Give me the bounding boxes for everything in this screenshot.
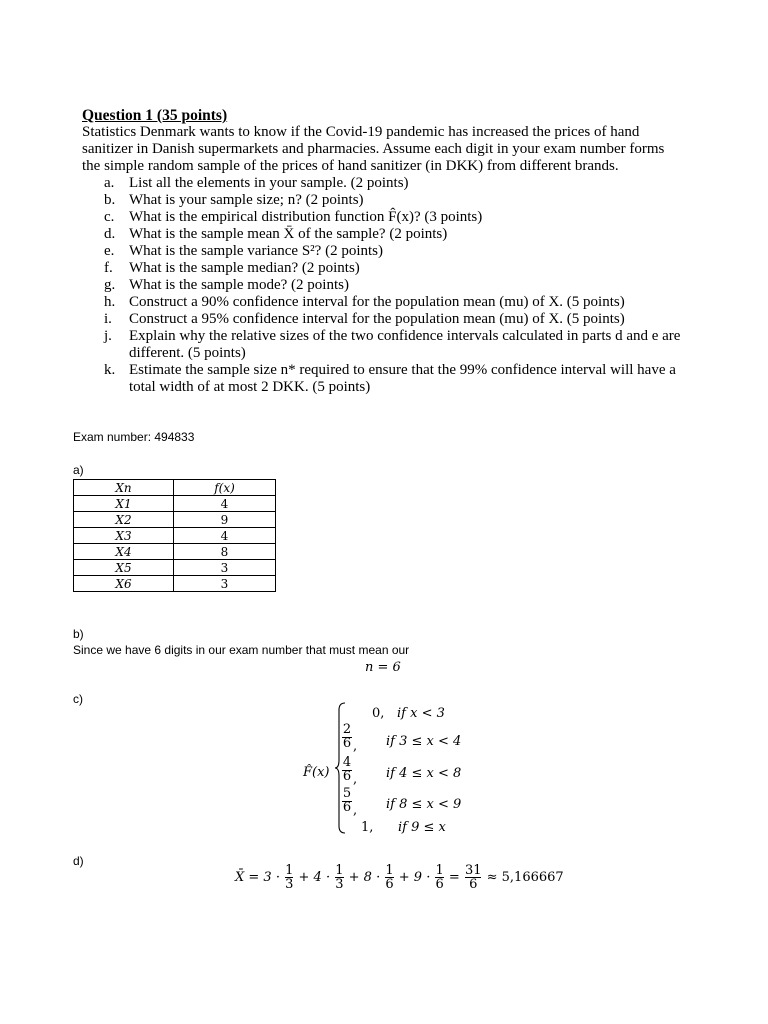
table-cell: 3 — [174, 576, 276, 592]
item-label: k. — [104, 362, 116, 378]
item-label: b. — [104, 192, 116, 208]
case-condition: if 8 ≤ x < 9 — [386, 797, 462, 812]
case-separator: , — [353, 772, 358, 787]
table-cell: 8 — [174, 544, 276, 560]
case-condition: if 9 ≤ x — [398, 820, 446, 835]
fraction-num: 1 — [385, 863, 394, 878]
question-items — [82, 175, 682, 396]
item-text: Estimate the sample size n* required to ensure that the 99% confidence interval will have a total width of at most 2 DKK. (5 points) — [129, 362, 676, 395]
table-row — [74, 528, 276, 544]
item-label: d. — [104, 226, 116, 242]
item-text: What is your sample size; n? (2 points) — [129, 192, 364, 208]
part-a-label: a) — [73, 463, 84, 477]
table-cell: 4 — [174, 496, 276, 512]
table-row — [74, 560, 276, 576]
ecdf-piecewise — [300, 702, 500, 842]
list-item — [104, 243, 682, 260]
fraction-den: 6 — [465, 877, 482, 891]
case-fraction-den: 6 — [342, 769, 352, 784]
fraction — [385, 864, 393, 891]
column-header: Xn — [74, 480, 174, 496]
case-separator: , — [353, 739, 358, 754]
table-cell: X6 — [74, 576, 174, 592]
question-title: Question 1 (35 points) — [82, 107, 228, 124]
item-text: Explain why the relative sizes of the two confidence intervals calculated in parts d and e are different. (5 points) — [129, 328, 681, 361]
list-item — [104, 277, 682, 294]
table-row — [74, 576, 276, 592]
list-item — [104, 192, 682, 209]
fraction-num: 1 — [435, 863, 444, 878]
question-block — [82, 107, 682, 396]
fraction-num: 31 — [464, 863, 482, 878]
operator: = — [448, 870, 460, 885]
case-condition: if 3 ≤ x < 4 — [386, 734, 462, 749]
item-label: e. — [104, 243, 115, 259]
table-row — [74, 496, 276, 512]
item-text: What is the sample mode? (2 points) — [129, 277, 349, 293]
sample-mean-equation — [234, 864, 565, 904]
table-cell: X1 — [74, 496, 174, 512]
ecdf-lhs: F̂(x) — [303, 765, 330, 780]
list-item — [104, 362, 682, 396]
fraction-den: 6 — [385, 877, 394, 892]
item-text: What is the sample median? (2 points) — [129, 260, 360, 276]
item-text: List all the elements in your sample. (2 points) — [129, 175, 409, 191]
part-b-text: Since we have 6 digits in our exam number that must mean our — [73, 643, 410, 657]
fraction-den: 6 — [435, 877, 444, 892]
case-value: 0, — [372, 706, 385, 721]
question-intro: Statistics Denmark wants to know if the Covid-19 pandemic has increased the prices of hand sanitizer in Danish supermarkets and pharmacies. Assume each digit in your exam number forms the simple random sample of the prices of hand sanitizer (in DKK) from different brands. — [82, 124, 665, 174]
part-d-label: d) — [73, 854, 84, 868]
table-cell: X5 — [74, 560, 174, 576]
operator: + 4 · — [298, 870, 331, 885]
exam-number: Exam number: 494833 — [73, 430, 195, 444]
fraction-den: 3 — [285, 877, 294, 892]
sample-size-equation: n = 6 — [365, 660, 401, 675]
list-item — [104, 209, 682, 226]
case-fraction-num: 4 — [342, 755, 352, 770]
part-c-label: c) — [73, 692, 83, 706]
table-cell: X2 — [74, 512, 174, 528]
part-b-label: b) — [73, 627, 84, 641]
fraction — [335, 864, 343, 891]
table-cell: X4 — [74, 544, 174, 560]
case-value: 1, — [361, 820, 374, 835]
case-fraction-num: 2 — [342, 722, 352, 737]
item-text: Construct a 90% confidence interval for the population mean (mu) of X. (5 points) — [129, 294, 625, 310]
list-item — [104, 175, 682, 192]
table-cell: 4 — [174, 528, 276, 544]
table-row — [74, 544, 276, 560]
result: ≈ 5,166667 — [486, 870, 564, 885]
table-row — [74, 512, 276, 528]
sample-table — [73, 479, 276, 592]
list-item — [104, 328, 682, 362]
item-label: g. — [104, 277, 116, 293]
item-label: c. — [104, 209, 115, 225]
item-text: What is the empirical distribution function F̂(x)? (3 points) — [129, 209, 483, 225]
item-label: f. — [104, 260, 113, 276]
item-text: What is the sample mean X̄ of the sample? (2 points) — [129, 226, 448, 242]
case-condition: if 4 ≤ x < 8 — [386, 766, 462, 781]
case-fraction-num: 5 — [342, 786, 352, 801]
item-text: What is the sample variance S²? (2 points) — [129, 243, 384, 259]
item-label: j. — [104, 328, 112, 344]
fraction — [435, 864, 443, 891]
table-header-row — [74, 480, 276, 496]
item-label: h. — [104, 294, 116, 310]
list-item — [104, 260, 682, 277]
item-label: i. — [104, 311, 112, 327]
list-item — [104, 311, 682, 328]
list-item — [104, 226, 682, 243]
table-cell: 9 — [174, 512, 276, 528]
case-fraction-den: 6 — [342, 800, 352, 815]
table-cell: X3 — [74, 528, 174, 544]
table-cell: 3 — [174, 560, 276, 576]
case-separator: , — [353, 803, 358, 818]
operator: + 9 · — [398, 870, 431, 885]
list-item — [104, 294, 682, 311]
case-condition: if x < 3 — [397, 706, 445, 721]
fraction — [285, 864, 293, 891]
fraction-num: 1 — [285, 863, 294, 878]
fraction-den: 3 — [335, 877, 344, 892]
fraction — [465, 864, 482, 891]
mean-lhs: X̄ = 3 · — [235, 870, 280, 885]
column-header: f(x) — [174, 480, 276, 496]
case-fraction-den: 6 — [342, 736, 352, 751]
fraction-num: 1 — [335, 863, 344, 878]
item-text: Construct a 95% confidence interval for the population mean (mu) of X. (5 points) — [129, 311, 625, 327]
operator: + 8 · — [348, 870, 381, 885]
item-label: a. — [104, 175, 115, 191]
